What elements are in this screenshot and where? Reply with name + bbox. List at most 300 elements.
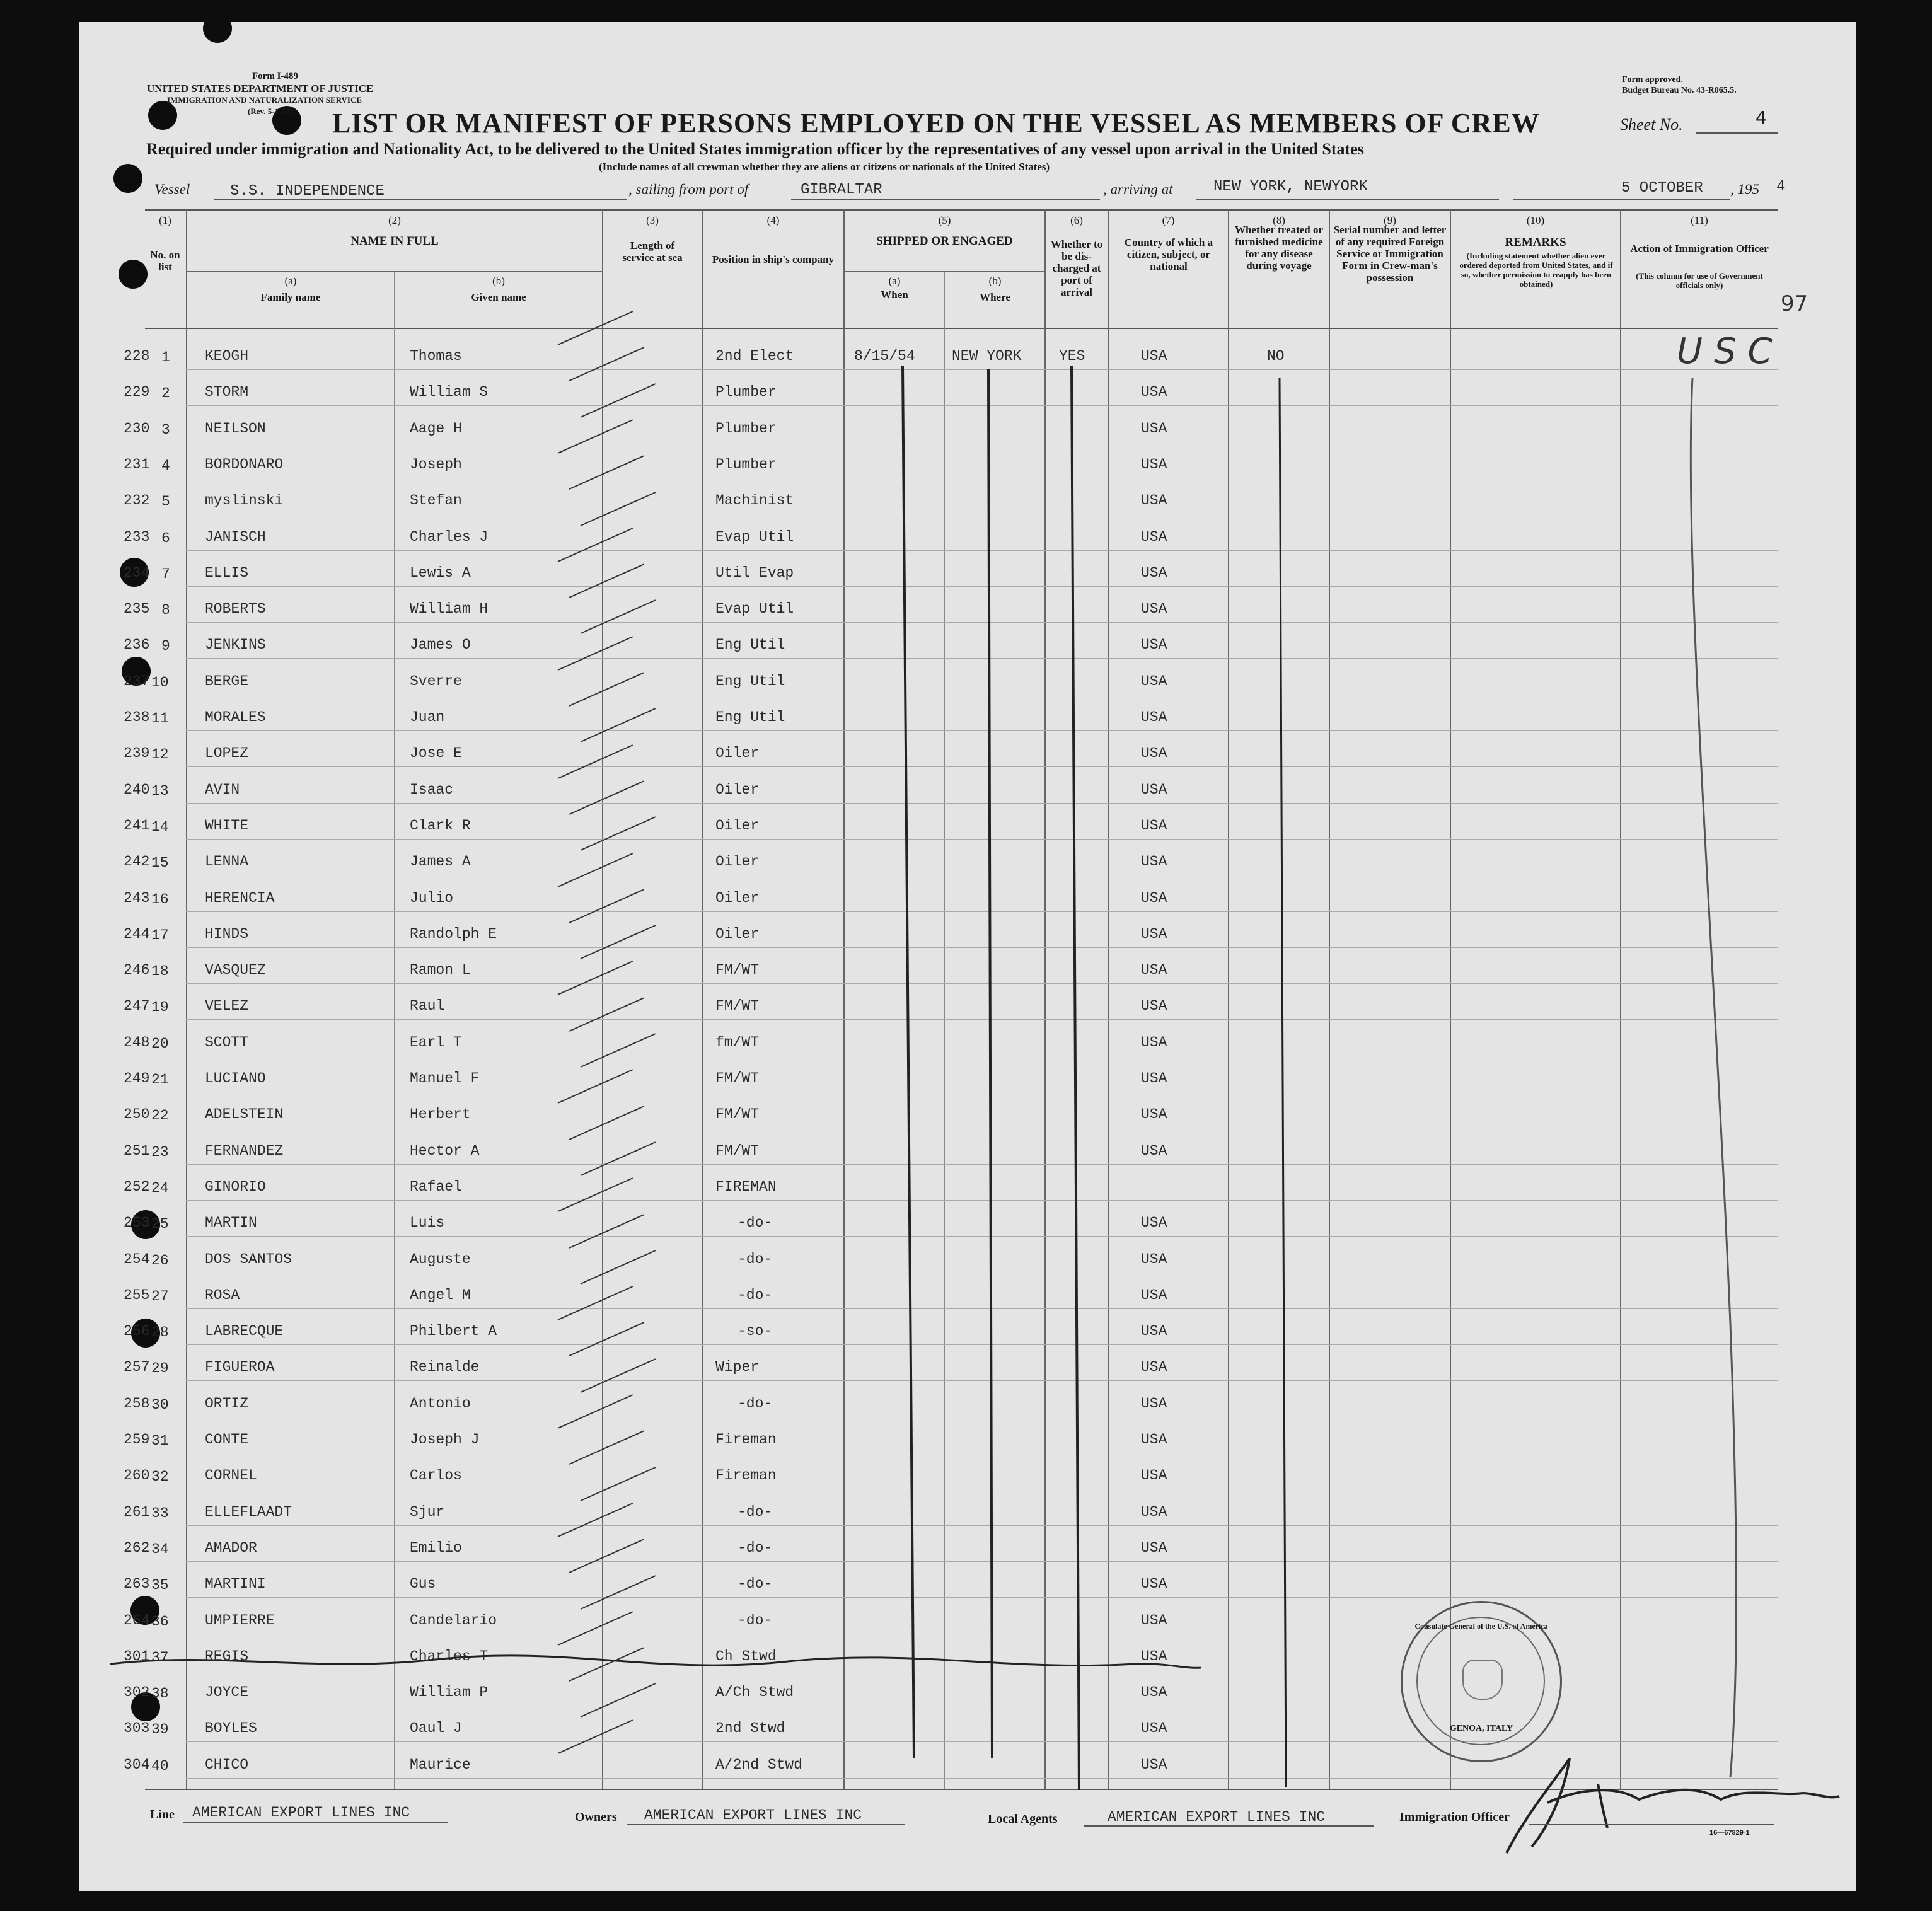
row-serial: 260 (124, 1467, 150, 1484)
row-number: 32 (151, 1469, 169, 1485)
row-number: 33 (151, 1505, 169, 1521)
row-number: 31 (151, 1433, 169, 1449)
cell-family: KEOGH (205, 348, 249, 364)
cell-country: USA (1141, 1251, 1167, 1267)
row-serial: 236 (124, 637, 150, 653)
cell-position: Oiler (715, 890, 760, 906)
cell-given: Emilio (410, 1540, 462, 1556)
row-serial: 304 (124, 1757, 150, 1773)
row-serial: 253 (124, 1215, 150, 1231)
cell-country: USA (1141, 890, 1167, 906)
cell-country: USA (1141, 348, 1167, 364)
cell-position: FM/WT (715, 998, 760, 1014)
row-number: 5 (161, 494, 170, 510)
cell-position: FM/WT (715, 962, 760, 978)
cell-given: Maurice (410, 1757, 471, 1773)
cell-family: HINDS (205, 926, 249, 942)
cell-given: Thomas (410, 348, 462, 364)
cell-country: USA (1141, 1684, 1167, 1700)
row-number: 38 (151, 1685, 169, 1702)
department: UNITED STATES DEPARTMENT OF JUSTICE (147, 83, 374, 95)
cell-country: USA (1141, 420, 1167, 437)
col10-header: REMARKS (1505, 236, 1566, 249)
cell-family: LOPEZ (205, 745, 249, 761)
cell-given: Randolph E (410, 926, 497, 942)
row-serial: 256 (124, 1323, 150, 1339)
row-serial: 228 (124, 348, 150, 364)
cell-given: Earl T (410, 1034, 462, 1051)
owners-label: Owners (575, 1810, 617, 1824)
cell-treated: NO (1267, 348, 1285, 364)
row-serial: 264 (124, 1612, 150, 1629)
row-serial: 234 (124, 565, 150, 581)
row-number: 28 (151, 1324, 169, 1341)
cell-given: Stefan (410, 492, 462, 509)
vessel-name: S.S. INDEPENDENCE (230, 183, 385, 200)
col6-header: Whether to be dis-charged at port of arrival (1050, 238, 1103, 298)
row-serial: 247 (124, 998, 150, 1014)
row-serial: 242 (124, 853, 150, 870)
col7-header: Country of which a citizen, subject, or national (1124, 236, 1213, 272)
cell-position: 2nd Elect (715, 348, 794, 364)
cell-position: Plumber (715, 384, 777, 400)
cell-country: USA (1141, 1143, 1167, 1159)
row-number: 34 (151, 1541, 169, 1557)
service: IMMIGRATION AND NATURALIZATION SERVICE (167, 95, 362, 105)
cell-family: MARTINI (205, 1576, 266, 1592)
col3-header: Length of service at sea (622, 240, 683, 263)
cell-given: Auguste (410, 1251, 471, 1267)
col6-number: (6) (1070, 214, 1083, 226)
cell-given: Sverre (410, 673, 462, 690)
cell-given: Joseph J (410, 1431, 480, 1448)
row-number: 10 (151, 674, 169, 691)
row-serial: 243 (124, 890, 150, 906)
row-serial: 231 (124, 456, 150, 473)
cell-position: Eng Util (715, 673, 785, 690)
year-prefix: , 195 (1730, 182, 1759, 197)
row-number: 29 (151, 1360, 169, 1377)
cell-position: FM/WT (715, 1070, 760, 1087)
cell-position: Fireman (715, 1467, 777, 1484)
cell-family: REGIS (205, 1648, 249, 1665)
sheet-label: Sheet No. (1620, 115, 1683, 134)
row-number: 12 (151, 746, 169, 763)
cell-country: USA (1141, 1215, 1167, 1231)
consulate-stamp (1401, 1601, 1562, 1762)
cell-family: JOYCE (205, 1684, 249, 1700)
cell-position: Plumber (715, 456, 777, 473)
cell-position: Ch Stwd (715, 1648, 777, 1665)
row-number: 2 (161, 385, 170, 401)
cell-position: Oiler (715, 782, 760, 798)
row-number: 40 (151, 1758, 169, 1774)
cell-given: James O (410, 637, 471, 653)
officer-action: USC (1677, 331, 1784, 372)
cell-position: -do- (738, 1612, 773, 1629)
punch-hole (113, 164, 142, 193)
instruction-note: (Include names of all crewman whether they are aliens or citizens or nationals of the United States) (599, 161, 1050, 173)
row-number: 27 (151, 1288, 169, 1305)
page-title: LIST OR MANIFEST OF PERSONS EMPLOYED ON THE VESSEL AS MEMBERS OF CREW (332, 108, 1540, 139)
stamp-ring-text: Consulate General of the U.S. of America (1414, 1622, 1548, 1631)
col2-header: NAME IN FULL (350, 234, 439, 248)
cell-country: USA (1141, 1504, 1167, 1520)
cell-family: BOYLES (205, 1720, 257, 1736)
cell-country: USA (1141, 1323, 1167, 1339)
cell-position: Util Evap (715, 565, 794, 581)
row-serial: 249 (124, 1070, 150, 1087)
col10-note: (Including statement whether alien ever ordered deported from United States, and if so, whether permission to reapply has been obtained) (1459, 251, 1613, 289)
cell-family: LABRECQUE (205, 1323, 284, 1339)
cell-family: ORTIZ (205, 1395, 249, 1412)
col5-number: (5) (938, 214, 951, 226)
line-name: AMERICAN EXPORT LINES INC (192, 1804, 410, 1821)
line-label: Line (150, 1808, 175, 1822)
cell-family: CONTE (205, 1431, 249, 1448)
col1-header: No. on list (150, 249, 180, 273)
row-number: 37 (151, 1649, 169, 1666)
row-serial: 252 (124, 1179, 150, 1195)
cell-given: Joseph (410, 456, 462, 473)
cell-country: USA (1141, 529, 1167, 545)
cell-country: USA (1141, 1431, 1167, 1448)
cell-family: MARTIN (205, 1215, 257, 1231)
row-serial: 255 (124, 1287, 150, 1303)
col4-header: Position in ship's company (712, 253, 835, 265)
cell-given: Isaac (410, 782, 454, 798)
row-serial: 251 (124, 1143, 150, 1159)
row-serial: 230 (124, 420, 150, 437)
cell-family: ROSA (205, 1287, 240, 1303)
form-approved: Form approved. (1622, 75, 1683, 84)
row-number: 18 (151, 963, 169, 979)
cell-given: Oaul J (410, 1720, 462, 1736)
cell-country: USA (1141, 1720, 1167, 1736)
cell-given: Antonio (410, 1395, 471, 1412)
row-number: 22 (151, 1107, 169, 1124)
row-serial: 239 (124, 745, 150, 761)
cell-position: -do- (738, 1540, 773, 1556)
cell-family: DOS SANTOS (205, 1251, 292, 1267)
cell-family: ADELSTEIN (205, 1106, 284, 1123)
cell-given: Charles J (410, 529, 489, 545)
budget-bureau: Budget Bureau No. 43-R065.5. (1622, 86, 1737, 95)
row-number: 13 (151, 783, 169, 799)
row-serial: 246 (124, 962, 150, 978)
cell-position: -do- (738, 1287, 773, 1303)
cell-position: Oiler (715, 853, 760, 870)
col5b-letter: (b) (988, 275, 1002, 287)
row-serial: 235 (124, 601, 150, 617)
cell-family: myslinski (205, 492, 284, 509)
cell-position: Eng Util (715, 637, 785, 653)
cell-family: AMADOR (205, 1540, 257, 1556)
cell-position: Plumber (715, 420, 777, 437)
row-number: 35 (151, 1577, 169, 1593)
cell-country: USA (1141, 853, 1167, 870)
cell-country: USA (1141, 1070, 1167, 1087)
col2a-letter: (a) (284, 275, 297, 287)
cell-family: VELEZ (205, 998, 249, 1014)
row-number: 8 (161, 602, 170, 618)
cell-position: FIREMAN (715, 1179, 777, 1195)
row-number: 6 (161, 530, 170, 546)
cell-country: USA (1141, 782, 1167, 798)
row-serial: 254 (124, 1251, 150, 1267)
row-number: 9 (161, 638, 170, 654)
cell-country: USA (1141, 1540, 1167, 1556)
cell-position: Eng Util (715, 709, 785, 725)
cell-country: USA (1141, 1034, 1167, 1051)
cell-discharged: YES (1059, 348, 1085, 364)
form-number: Form I-489 (252, 71, 298, 81)
row-number: 7 (161, 566, 170, 582)
col3-number: (3) (646, 214, 659, 226)
cell-family: SCOTT (205, 1034, 249, 1051)
row-number: 25 (151, 1216, 169, 1232)
row-serial: 233 (124, 529, 150, 545)
row-number: 30 (151, 1397, 169, 1413)
cell-family: STORM (205, 384, 249, 400)
cell-given: Manuel F (410, 1070, 480, 1087)
cell-family: HERENCIA (205, 890, 275, 906)
col8-number: (8) (1273, 214, 1285, 226)
owners-name: AMERICAN EXPORT LINES INC (644, 1807, 862, 1823)
cell-family: CHICO (205, 1757, 249, 1773)
cell-family: NEILSON (205, 420, 266, 437)
cell-family: ELLIS (205, 565, 249, 581)
punch-hole (203, 14, 232, 43)
row-serial: 261 (124, 1504, 150, 1520)
cell-position: FM/WT (715, 1143, 760, 1159)
year-suffix: 4 (1776, 178, 1786, 195)
cell-position: -do- (738, 1504, 773, 1520)
row-serial: 241 (124, 817, 150, 834)
row-serial: 263 (124, 1576, 150, 1592)
cell-family: BERGE (205, 673, 249, 690)
row-number: 16 (151, 891, 169, 908)
cell-given: Julio (410, 890, 454, 906)
row-number: 21 (151, 1071, 169, 1088)
cell-country: USA (1141, 565, 1167, 581)
cell-country: USA (1141, 456, 1167, 473)
cell-position: Evap Util (715, 601, 794, 617)
cell-position: Oiler (715, 817, 760, 834)
col2b-header: Given name (471, 291, 526, 303)
agents-name: AMERICAN EXPORT LINES INC (1108, 1809, 1326, 1825)
cell-position: -do- (738, 1395, 773, 1412)
cell-given: Rafael (410, 1179, 462, 1195)
arriving-label: , arriving at (1103, 182, 1173, 197)
col5b-header: Where (980, 291, 1010, 303)
cell-family: VASQUEZ (205, 962, 266, 978)
row-serial: 257 (124, 1359, 150, 1375)
cell-family: CORNEL (205, 1467, 257, 1484)
punch-hole (119, 260, 148, 289)
cell-position: fm/WT (715, 1034, 760, 1051)
col4-number: (4) (766, 214, 780, 226)
cell-country: USA (1141, 673, 1167, 690)
cell-family: GINORIO (205, 1179, 266, 1195)
row-number: 20 (151, 1036, 169, 1052)
row-number: 24 (151, 1180, 169, 1196)
col1-number: (1) (159, 214, 171, 226)
row-serial: 259 (124, 1431, 150, 1448)
cell-position: A/2nd Stwd (715, 1757, 803, 1773)
cell-given: Candelario (410, 1612, 497, 1629)
cell-position: Oiler (715, 745, 760, 761)
departure-port: GIBRALTAR (801, 182, 882, 199)
cell-position: Evap Util (715, 529, 794, 545)
cell-family: MORALES (205, 709, 266, 725)
col11-note: (This column for use of Government officials only) (1636, 271, 1763, 290)
row-number: 11 (151, 710, 169, 727)
cell-position: Machinist (715, 492, 794, 509)
cell-given: Gus (410, 1576, 436, 1592)
row-serial: 302 (124, 1684, 150, 1700)
cell-country: USA (1141, 601, 1167, 617)
cell-position: Wiper (715, 1359, 760, 1375)
cell-given: Juan (410, 709, 445, 725)
row-serial: 258 (124, 1395, 150, 1412)
row-number: 17 (151, 927, 169, 944)
cell-country: USA (1141, 998, 1167, 1014)
cell-country: USA (1141, 1612, 1167, 1629)
col5-header: SHIPPED OR ENGAGED (876, 234, 1013, 248)
sheet-number: 4 (1756, 107, 1767, 128)
cell-given: Carlos (410, 1467, 462, 1484)
cell-given: William H (410, 601, 489, 617)
cell-given: Herbert (410, 1106, 471, 1123)
eagle-icon (1462, 1660, 1503, 1700)
row-serial: 238 (124, 709, 150, 725)
col9-number: (9) (1384, 214, 1396, 226)
revision: (Rev. 5-1-52) (248, 107, 292, 116)
agents-label: Local Agents (988, 1812, 1058, 1826)
cell-family: ROBERTS (205, 601, 266, 617)
cell-country: USA (1141, 1106, 1167, 1123)
cell-country: USA (1141, 1287, 1167, 1303)
row-number: 36 (151, 1614, 169, 1630)
cell-family: JANISCH (205, 529, 266, 545)
row-serial: 248 (124, 1034, 150, 1051)
cell-family: JENKINS (205, 637, 266, 653)
row-number: 26 (151, 1252, 169, 1269)
cell-given: Angel M (410, 1287, 471, 1303)
cell-family: LUCIANO (205, 1070, 266, 1087)
cell-country: USA (1141, 817, 1167, 834)
col11-header: Action of Immigration Officer (1630, 243, 1769, 255)
cell-country: USA (1141, 709, 1167, 725)
cell-country: USA (1141, 745, 1167, 761)
col2-number: (2) (388, 214, 401, 226)
cell-position: Oiler (715, 926, 760, 942)
cell-family: LENNA (205, 853, 249, 870)
cell-position: A/Ch Stwd (715, 1684, 794, 1700)
cell-family: BORDONARO (205, 456, 284, 473)
row-serial: 250 (124, 1106, 150, 1123)
row-number: 14 (151, 819, 169, 835)
cell-family: UMPIERRE (205, 1612, 275, 1629)
cell-country: USA (1141, 1576, 1167, 1592)
row-number: 1 (161, 349, 170, 366)
cell-given: Aage H (410, 420, 462, 437)
cell-country: USA (1141, 962, 1167, 978)
col5a-header: When (881, 289, 908, 301)
cell-given: Clark R (410, 817, 471, 834)
cell-position: Fireman (715, 1431, 777, 1448)
cell-position: 2nd Stwd (715, 1720, 785, 1736)
cell-position: FM/WT (715, 1106, 760, 1123)
row-serial: 303 (124, 1720, 150, 1736)
row-serial: 301 (124, 1648, 150, 1665)
cell-position: -do- (738, 1251, 773, 1267)
cell-position: -do- (738, 1215, 773, 1231)
row-number: 3 (161, 422, 170, 438)
immigration-officer-label: Immigration Officer (1399, 1810, 1510, 1824)
row-serial: 244 (124, 926, 150, 942)
row-number: 39 (151, 1721, 169, 1738)
stamp-bottom-text: GENOA, ITALY (1449, 1724, 1513, 1733)
cell-given: Sjur (410, 1504, 445, 1520)
row-number: 19 (151, 999, 169, 1015)
arrival-port: NEW YORK, NEWYORK (1213, 178, 1368, 195)
cell-country: USA (1141, 1757, 1167, 1773)
col11-number: (11) (1691, 214, 1708, 226)
cell-country: USA (1141, 1359, 1167, 1375)
cell-country: USA (1141, 637, 1167, 653)
cell-country: USA (1141, 1395, 1167, 1412)
cell-when: 8/15/54 (854, 348, 915, 364)
cell-position: -do- (738, 1576, 773, 1592)
sailing-label: , sailing from port of (628, 182, 749, 197)
vessel-label: Vessel (154, 182, 190, 197)
cell-given: Reinalde (410, 1359, 480, 1375)
cell-family: AVIN (205, 782, 240, 798)
col2a-header: Family name (260, 291, 321, 303)
cell-given: William P (410, 1684, 489, 1700)
cell-given: Hector A (410, 1143, 480, 1159)
row-number: 15 (151, 855, 169, 871)
cell-country: USA (1141, 492, 1167, 509)
cell-country: USA (1141, 926, 1167, 942)
row-serial: 237 (124, 673, 150, 690)
cell-country: USA (1141, 384, 1167, 400)
cell-given: Philbert A (410, 1323, 497, 1339)
row-serial: 240 (124, 782, 150, 798)
cell-given: Raul (410, 998, 445, 1014)
cell-given: Luis (410, 1215, 445, 1231)
row-number: 4 (161, 458, 170, 474)
cell-given: Jose E (410, 745, 462, 761)
subtitle: Required under immigration and Nationality Act, to be delivered to the United States immigration officer by the representatives of any vessel upon arrival in the United States (146, 140, 1364, 158)
cell-given: William S (410, 384, 489, 400)
cell-given: Lewis A (410, 565, 471, 581)
cell-given: Ramon L (410, 962, 471, 978)
arrival-date: 5 OCTOBER (1621, 180, 1703, 197)
printer-code: 16—67829-1 (1709, 1829, 1750, 1837)
col2b-letter: (b) (492, 275, 505, 287)
cell-given: James A (410, 853, 471, 870)
cell-family: ELLEFLAADT (205, 1504, 292, 1520)
col8-header: Whether treated or furnished medicine for any disease during voyage (1234, 224, 1324, 272)
cell-country: USA (1141, 1648, 1167, 1665)
cell-position: -so- (738, 1323, 773, 1339)
cell-given: Charles T (410, 1648, 489, 1665)
col9-header: Serial number and letter of any required Foreign Service or Immigration Form in Crew-man's possession (1333, 224, 1447, 284)
cell-family: FIGUEROA (205, 1359, 275, 1375)
